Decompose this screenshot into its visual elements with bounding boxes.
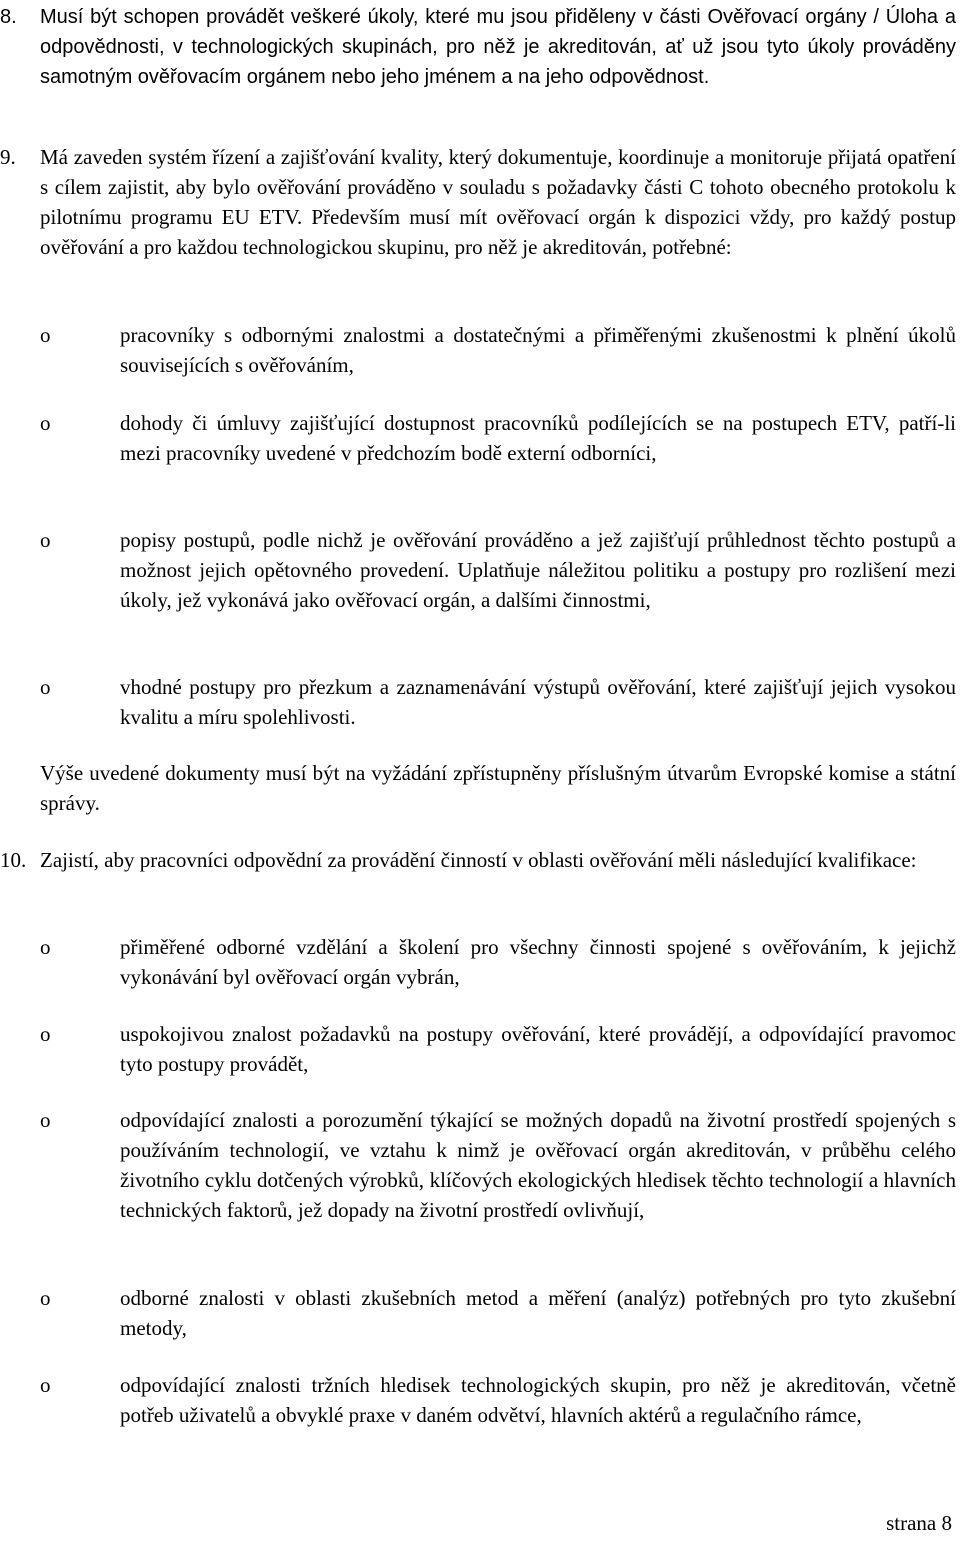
item-text: Má zaveden systém řízení a zajišťování kvality, který dokumentuje, koordinuje a monitoruje přijatá opatření s cílem zajistit, aby bylo ověřování prováděno v souladu s požadavky části C tohoto obecného protokolu k pilotnímu programu EU ETV. Především musí mít ověřovací orgán k dispozici vždy, pro každý postup ověřování a pro každou technologickou skupinu, pro něž je akreditován, potřebné: (40, 145, 956, 259)
bullet-marker: o (40, 1286, 51, 1310)
item-number: 9. (0, 145, 16, 169)
bullet-marker: o (40, 323, 51, 347)
bullet-marker: o (40, 675, 51, 699)
bullet-text: vhodné postupy pro přezkum a zaznamenávání výstupů ověřování, které zajišťují jejich vysokou kvalitu a míru spolehlivosti. (120, 675, 956, 729)
bullet-text: pracovníky s odbornými znalostmi a dostatečnými a přiměřenými zkušenostmi k plnění úkolů souvisejících s ověřováním, (120, 323, 956, 377)
bullet-marker: o (40, 1373, 51, 1397)
bullet-item (40, 1370, 956, 1430)
page-number: strana 8 (886, 1511, 952, 1535)
bullet-item (40, 672, 956, 732)
bullet-text: popisy postupů, podle nichž je ověřování prováděno a jež zajišťují průhlednost těchto postupů a možnost jejich opětovného provedení. Uplatňuje náležitou politiku a postupy pro rozlišení mezi úkoly, jež vykonává jako ověřovací orgán, a dalšími činnostmi, (120, 528, 956, 612)
bullet-text: odpovídající znalosti a porozumění týkající se možných dopadů na životní prostředí spojených s používáním technologií, ve vztahu k nimž je ověřovací orgán akreditován, v průběhu celého životního cyklu dotčených výrobků, klíčových ekologických hledisek těchto technologií a hlavních technických faktorů, jež dopady na životní prostředí ovlivňují, (120, 1108, 956, 1222)
list-item-8 (0, 2, 956, 92)
bullet-text: přiměřené odborné vzdělání a školení pro všechny činnosti spojené s ověřováním, k jejichž vykonávání byl ověřovací orgán vybrán, (120, 935, 956, 989)
bullet-text: dohody či úmluvy zajišťující dostupnost pracovníků podílejících se na postupech ETV, patří-li mezi pracovníky uvedené v předchozím bodě externí odborníci, (120, 411, 956, 465)
list-item-10 (0, 845, 956, 875)
bullet-marker: o (40, 935, 51, 959)
bullet-marker: o (40, 411, 51, 435)
bullet-item (40, 525, 956, 615)
bullet-item (40, 408, 956, 468)
bullet-item (40, 320, 956, 380)
item-number: 10. (0, 848, 27, 872)
bullet-item (40, 932, 956, 992)
bullet-item (40, 1283, 956, 1343)
bullet-marker: o (40, 1108, 51, 1132)
item-text: Zajistí, aby pracovníci odpovědní za provádění činností v oblasti ověřování měli následující kvalifikace: (40, 848, 917, 872)
bullet-text: uspokojivou znalost požadavků na postupy ověřování, které provádějí, a odpovídající pravomoc tyto postupy provádět, (120, 1022, 956, 1076)
bullet-item (40, 1105, 956, 1225)
item-number: 8. (0, 6, 17, 28)
bullet-text: odpovídající znalosti tržních hledisek technologických skupin, pro něž je akreditován, včetně potřeb uživatelů a obvyklé praxe v daném odvětví, hlavních aktérů a regulačního rámce, (120, 1373, 956, 1427)
bullet-marker: o (40, 528, 51, 552)
closing-paragraph: Výše uvedené dokumenty musí být na vyžádání zpřístupněny příslušným útvarům Evropské komise a státní správy. (40, 761, 956, 815)
item-text: Musí být schopen provádět veškeré úkoly, které mu jsou přiděleny v části Ověřovací orgány / Úloha a odpovědnosti, v technologických skupinách, pro něž je akreditován, ať už jsou tyto úkoly prováděny samotným ověřovacím orgánem nebo jeho jménem a na jeho odpovědnost. (40, 6, 956, 88)
bullet-text: odborné znalosti v oblasti zkušebních metod a měření (analýz) potřebných pro tyto zkušební metody, (120, 1286, 956, 1340)
bullet-item (40, 1019, 956, 1079)
list-item-9 (0, 142, 956, 262)
bullet-marker: o (40, 1022, 51, 1046)
